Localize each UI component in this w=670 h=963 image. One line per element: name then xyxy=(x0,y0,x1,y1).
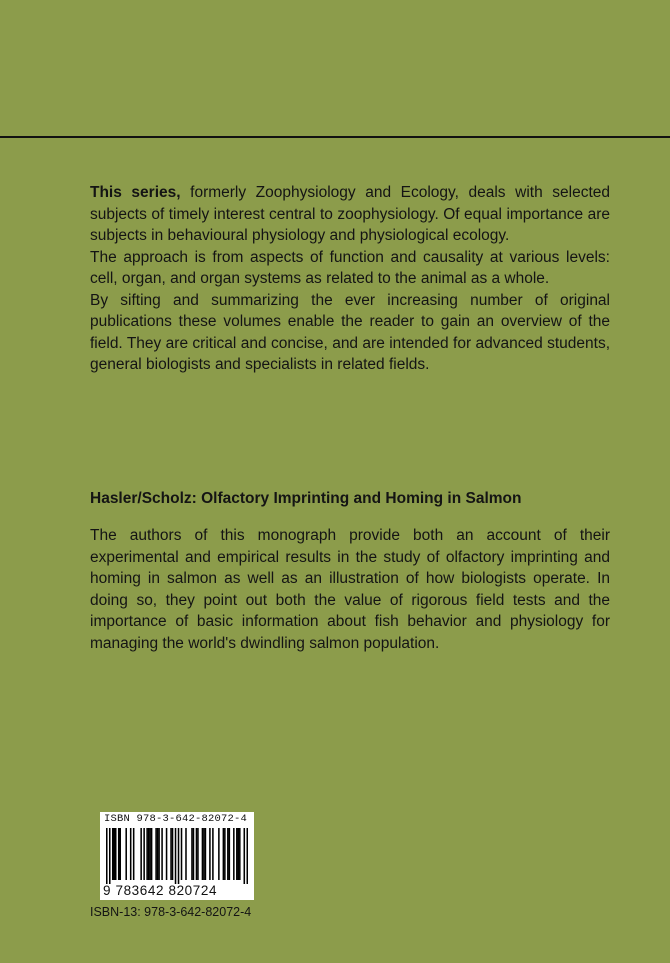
barcode-bar xyxy=(143,828,145,880)
barcode-bar xyxy=(233,828,235,880)
series-lead: This series, xyxy=(90,184,181,201)
series-description xyxy=(90,182,610,376)
barcode-bar xyxy=(236,828,238,880)
barcode-bar xyxy=(155,828,157,880)
barcode-bar xyxy=(133,828,135,880)
book-title: Hasler/Scholz: Olfactory Imprinting and Homing in Salmon xyxy=(90,490,522,507)
barcode-bar xyxy=(149,828,151,880)
barcode-bar xyxy=(212,828,214,880)
barcode-bar xyxy=(151,828,153,880)
barcode-bar xyxy=(239,828,241,880)
barcode-bar xyxy=(175,828,177,884)
barcode-bar xyxy=(191,828,193,880)
barcode-bar xyxy=(223,828,225,880)
barcode-bar xyxy=(229,828,231,880)
barcode-bar xyxy=(185,828,187,880)
barcode-bar xyxy=(125,828,127,880)
barcode-bar xyxy=(146,828,148,880)
barcode-bar xyxy=(130,828,132,880)
barcode-bar xyxy=(247,828,248,884)
barcode-bar xyxy=(119,828,121,880)
barcode-bar xyxy=(218,828,220,880)
barcode-bar xyxy=(205,828,207,880)
series-paragraph-1 xyxy=(90,182,610,247)
barcode-bar xyxy=(197,828,199,880)
barcode-bar xyxy=(115,828,117,880)
barcode-bar xyxy=(172,828,174,880)
barcode-bar xyxy=(118,828,120,880)
barcode-bar xyxy=(170,828,172,880)
barcode-bar xyxy=(209,828,211,880)
barcode-bar xyxy=(140,828,142,880)
barcode-bar xyxy=(224,828,226,880)
barcode-bar xyxy=(158,828,160,880)
barcode-bar xyxy=(113,828,115,880)
barcode-bar xyxy=(157,828,159,880)
barcode-bar xyxy=(196,828,198,880)
series-paragraph-1-text: formerly Zoophysiology and Ecology, deals with selected subjects of timely interest central to zoophysiology. Of equal importance are subjects in behavioural physiology and physiological ecology. xyxy=(90,184,610,244)
series-paragraph-3: By sifting and summarizing the ever increasing number of original publications these volumes enable the reader to gain an overview of the field. They are critical and concise, and are intended for advanced students, general biologists and specialists in related fields. xyxy=(90,291,610,373)
barcode-bar xyxy=(244,828,246,884)
series-paragraph-2: The approach is from aspects of function and causality at various levels: cell, organ, and organ systems as related to the animal as a whole. xyxy=(90,248,610,287)
barcode-bar xyxy=(112,828,114,880)
barcode xyxy=(100,812,254,900)
barcode-bar xyxy=(203,828,205,880)
barcode-bar xyxy=(109,828,111,884)
barcode-bar xyxy=(161,828,163,880)
barcode-bar xyxy=(106,828,108,884)
barcode-isbn-label: ISBN 978-3-642-82072-4 xyxy=(104,813,248,825)
top-divider xyxy=(0,136,670,138)
barcode-bar xyxy=(166,828,168,880)
barcode-bars xyxy=(106,828,248,884)
book-abstract: The authors of this monograph provide both an account of their experimental and empirical results in the study of olfactory imprinting and homing in salmon as well as an illustration of how biologists operate. In doing so, they point out both the value of rigorous field tests and the importance of basic information about fish behavior and physiology for managing the world's dwindling salmon population. xyxy=(90,527,610,652)
barcode-bar xyxy=(193,828,195,880)
barcode-bar xyxy=(227,828,229,880)
barcode-bar xyxy=(181,828,183,880)
barcode-bar xyxy=(202,828,204,880)
barcode-bar xyxy=(238,828,240,880)
isbn-13: ISBN-13: 978-3-642-82072-4 xyxy=(90,905,252,919)
barcode-bar xyxy=(178,828,180,884)
barcode-bar xyxy=(148,828,150,880)
barcode-digits: 9 783642 820724 xyxy=(103,883,218,898)
